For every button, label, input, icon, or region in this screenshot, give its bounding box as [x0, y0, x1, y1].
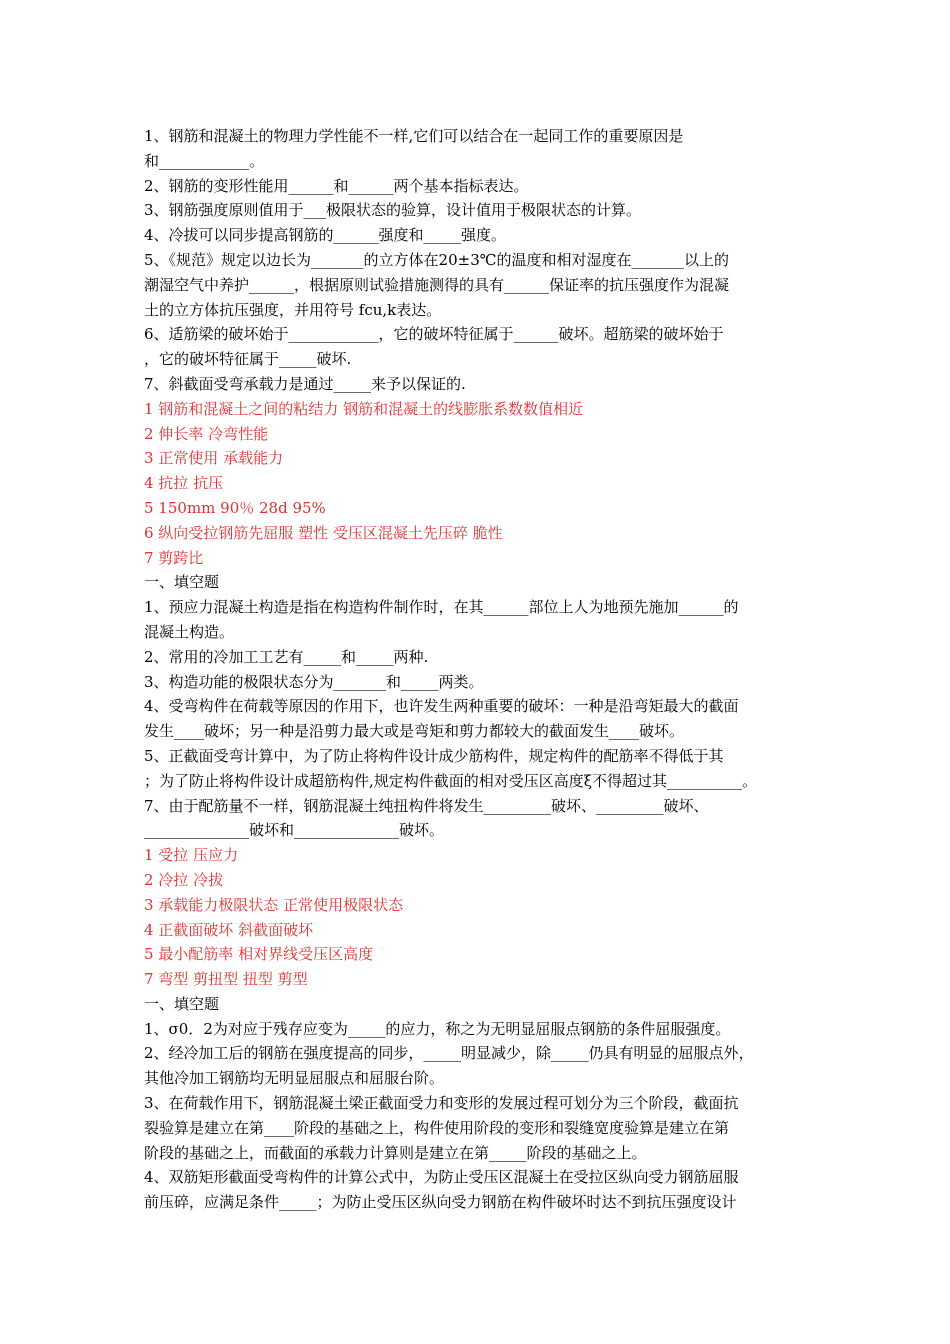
answer-line: 1 钢筋和混凝土之间的粘结力 钢筋和混凝土的线膨胀系数数值相近 — [144, 399, 584, 418]
question-line: 4、冷拔可以同步提高钢筋的______强度和_____强度。 — [144, 226, 507, 245]
question-line: 7、由于配筋量不一样，钢筋混凝土纯扭构件将发生_________破坏、_________破坏、 — [144, 796, 709, 815]
answer-line: 7 剪跨比 — [144, 548, 204, 567]
question-line: 5、正截面受弯计算中，为了防止将构件设计成少筋构件，规定构件的配筋率不得低于其 — [144, 746, 724, 765]
question-line: 1、钢筋和混凝土的物理力学性能不一样,它们可以结合在一起同工作的重要原因是 — [144, 127, 684, 145]
question-line: ；为了防止将构件设计成超筋构件,规定构件截面的相对受压区高度ξ不得超过其__________。 — [144, 771, 758, 790]
answer-line: 2 冷拉 冷拔 — [144, 870, 224, 889]
question-line: 2、常用的冷加工工艺有_____和_____两种. — [144, 647, 429, 666]
question-line: 1、预应力混凝土构造是指在构造构件制作时，在其______部位上人为地预先施加______的 — [144, 598, 739, 617]
answer-line: 1 受拉 压应力 — [144, 846, 239, 865]
question-line: 阶段的基础之上，而截面的承载力计算则是建立在第_____阶段的基础之上。 — [144, 1143, 647, 1162]
answer-line: 2 伸长率 冷弯性能 — [144, 424, 269, 443]
answer-line: 5 150mm 90％ 28d 95% — [144, 498, 326, 517]
question-line: 3、钢筋强度原则值用于___极限状态的验算，设计值用于极限状态的计算。 — [144, 201, 642, 220]
answer-line: 3 正常使用 承载能力 — [144, 449, 284, 468]
question-line: ______________破坏和______________破坏。 — [144, 821, 445, 840]
document-body — [144, 124, 814, 1215]
question-line: 1、σ0．2为对应于残存应变为_____的应力，称之为无明显屈服点钢筋的条件屈服强度。 — [144, 1019, 731, 1038]
question-line: ，它的破坏特征属于_____破坏. — [144, 350, 352, 369]
question-line: 6、适筋梁的破坏始于____________，它的破坏特征属于______破坏。超筋梁的破坏始于 — [144, 325, 724, 344]
question-line: 2、钢筋的变形性能用______和______两个基本指标表达。 — [144, 176, 529, 195]
question-line: 潮湿空气中养护______，根据原则试验措施测得的具有______保证率的抗压强度作为混凝 — [144, 275, 730, 294]
question-line: 7、斜截面受弯承载力是通过_____来予以保证的. — [144, 374, 466, 393]
question-line: 裂验算是建立在第____阶段的基础之上，构件使用阶段的变形和裂缝宽度验算是建立在第 — [144, 1118, 730, 1137]
question-line: 和____________。 — [144, 151, 265, 170]
question-line: 4、受弯构件在荷载等原因的作用下，也许发生两种重要的破坏：一种是沿弯矩最大的截面 — [144, 697, 739, 716]
answer-line: 3 承载能力极限状态 正常使用极限状态 — [144, 895, 404, 914]
question-line: 3、在荷载作用下，钢筋混凝土梁正截面受力和变形的发展过程可划分为三个阶段，截面抗 — [144, 1094, 739, 1113]
answer-line: 6 纵向受拉钢筋先屈服 塑性 受压区混凝土先压碎 脆性 — [144, 523, 503, 542]
answer-line: 5 最小配筋率 相对界线受压区高度 — [144, 945, 374, 964]
question-line: 5、《规范》规定以边长为_______的立方体在20±3℃的温度和相对湿度在_______以上的 — [144, 250, 730, 269]
question-line: 3、构造功能的极限状态分为_______和_____两类。 — [144, 672, 484, 691]
question-line: 2、经冷加工后的钢筋在强度提高的同步，_____明显减少，除_____仍具有明显的屈服点外， — [144, 1044, 754, 1063]
answer-line: 4 抗拉 抗压 — [144, 474, 224, 493]
question-line: 前压碎，应满足条件_____；为防止受压区纵向受力钢筋在构件破坏时达不到抗压强度设计 — [144, 1193, 737, 1212]
question-line: 混凝土构造。 — [144, 622, 235, 641]
question-line: 一、填空题 — [144, 573, 220, 592]
question-line: 一、填空题 — [144, 994, 220, 1013]
question-line: 其他冷加工钢筋均无明显屈服点和屈服台阶。 — [144, 1069, 445, 1088]
question-line: 发生____破坏；另一种是沿剪力最大或是弯矩和剪力都较大的截面发生____破坏。 — [144, 722, 685, 741]
answer-line: 4 正截面破坏 斜截面破坏 — [144, 920, 314, 939]
answer-line: 7 弯型 剪扭型 扭型 剪型 — [144, 970, 308, 989]
question-line: 4、双筋矩形截面受弯构件的计算公式中，为防止受压区混凝土在受拉区纵向受力钢筋屈服 — [144, 1168, 739, 1187]
question-line: 土的立方体抗压强度，并用符号 fcu,k表达。 — [144, 300, 442, 319]
